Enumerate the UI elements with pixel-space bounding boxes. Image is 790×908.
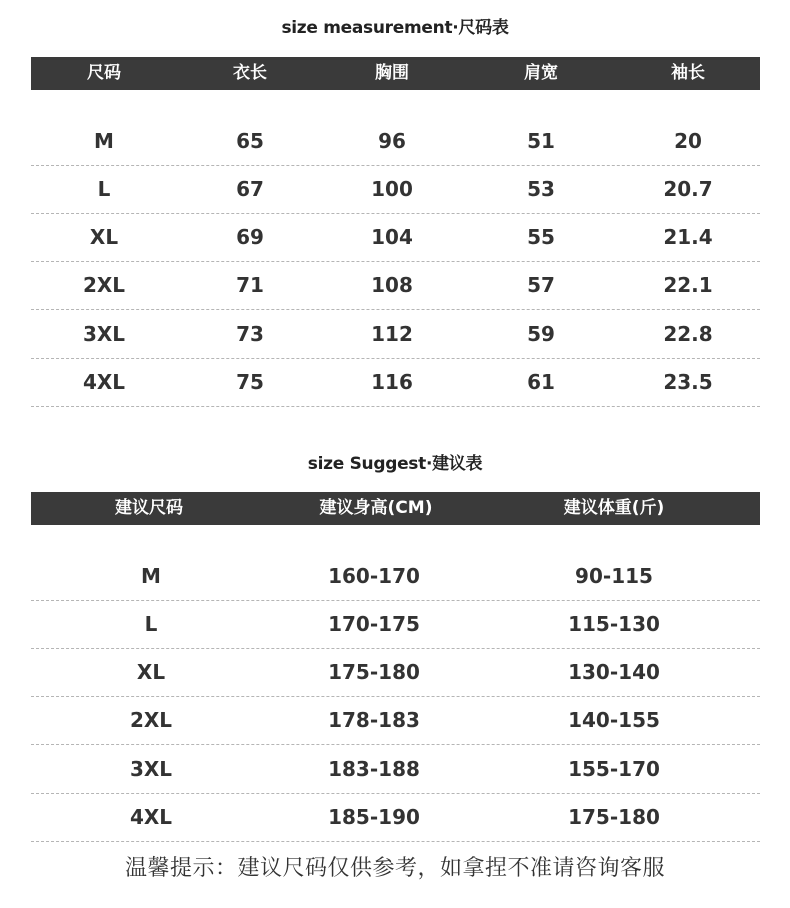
cell-length: 71	[236, 273, 264, 297]
measurement-header-chest: 胸围	[375, 63, 409, 83]
cell-size: 2XL	[129, 708, 173, 732]
cell-sleeve: 20.7	[663, 177, 713, 201]
cell-length: 75	[236, 370, 264, 394]
table-row	[31, 165, 760, 214]
cell-size: 4XL	[129, 805, 173, 829]
table-row	[31, 358, 760, 407]
size-tip-text: 温馨提示：建议尺码仅供参考，如拿捏不准请咨询客服	[124, 856, 665, 881]
table-row	[31, 696, 760, 745]
cell-size: 2XL	[82, 273, 126, 297]
cell-chest: 100	[371, 177, 413, 201]
cell-length: 73	[236, 322, 264, 346]
cell-size: 4XL	[82, 370, 126, 394]
cell-height: 170-175	[328, 612, 420, 636]
cell-height: 178-183	[328, 708, 420, 732]
cell-weight: 155-170	[568, 757, 660, 781]
cell-size: XL	[136, 660, 166, 684]
table-row	[31, 793, 760, 842]
cell-weight: 130-140	[568, 660, 660, 684]
cell-sleeve: 22.8	[663, 322, 713, 346]
cell-weight: 140-155	[568, 708, 660, 732]
cell-length: 65	[236, 129, 264, 153]
cell-length: 69	[236, 225, 264, 249]
suggest-header-height: 建议身高(CM)	[319, 498, 433, 518]
cell-length: 67	[236, 177, 264, 201]
table-row	[31, 117, 760, 166]
cell-size: M	[94, 129, 114, 153]
table-row	[31, 600, 760, 649]
cell-chest: 96	[378, 129, 406, 153]
measurement-header	[31, 57, 760, 90]
cell-shoulder: 55	[527, 225, 555, 249]
cell-sleeve: 22.1	[663, 273, 713, 297]
table-row	[31, 213, 760, 262]
suggest-header-size: 建议尺码	[115, 498, 183, 518]
size-measurement-title: size measurement·尺码表	[281, 18, 509, 38]
table-row	[31, 552, 760, 601]
table-row	[31, 745, 760, 794]
cell-shoulder: 53	[527, 177, 555, 201]
cell-size: M	[141, 564, 161, 588]
cell-shoulder: 57	[527, 273, 555, 297]
cell-size: 3XL	[82, 322, 126, 346]
cell-sleeve: 21.4	[663, 225, 713, 249]
cell-weight: 175-180	[568, 805, 660, 829]
cell-chest: 112	[371, 322, 413, 346]
size-suggest-title: size Suggest·建议表	[307, 454, 483, 474]
cell-height: 183-188	[328, 757, 420, 781]
measurement-header-size: 尺码	[87, 63, 121, 83]
cell-size: L	[97, 177, 111, 201]
cell-shoulder: 59	[527, 322, 555, 346]
cell-height: 175-180	[328, 660, 420, 684]
suggest-header	[31, 492, 760, 525]
measurement-header-shoulder: 肩宽	[524, 63, 558, 83]
cell-weight: 90-115	[575, 564, 653, 588]
cell-weight: 115-130	[568, 612, 660, 636]
suggest-header-weight: 建议体重(斤)	[563, 498, 665, 518]
cell-chest: 108	[371, 273, 413, 297]
cell-sleeve: 20	[674, 129, 702, 153]
table-row	[31, 261, 760, 310]
cell-sleeve: 23.5	[663, 370, 713, 394]
cell-size: L	[144, 612, 158, 636]
cell-size: XL	[89, 225, 119, 249]
cell-height: 160-170	[328, 564, 420, 588]
cell-shoulder: 51	[527, 129, 555, 153]
table-row	[31, 310, 760, 359]
cell-chest: 104	[371, 225, 413, 249]
measurement-header-length: 衣长	[233, 63, 267, 83]
measurement-header-sleeve: 袖长	[671, 63, 705, 83]
cell-shoulder: 61	[527, 370, 555, 394]
cell-chest: 116	[371, 370, 413, 394]
table-row	[31, 648, 760, 697]
cell-size: 3XL	[129, 757, 173, 781]
cell-height: 185-190	[328, 805, 420, 829]
